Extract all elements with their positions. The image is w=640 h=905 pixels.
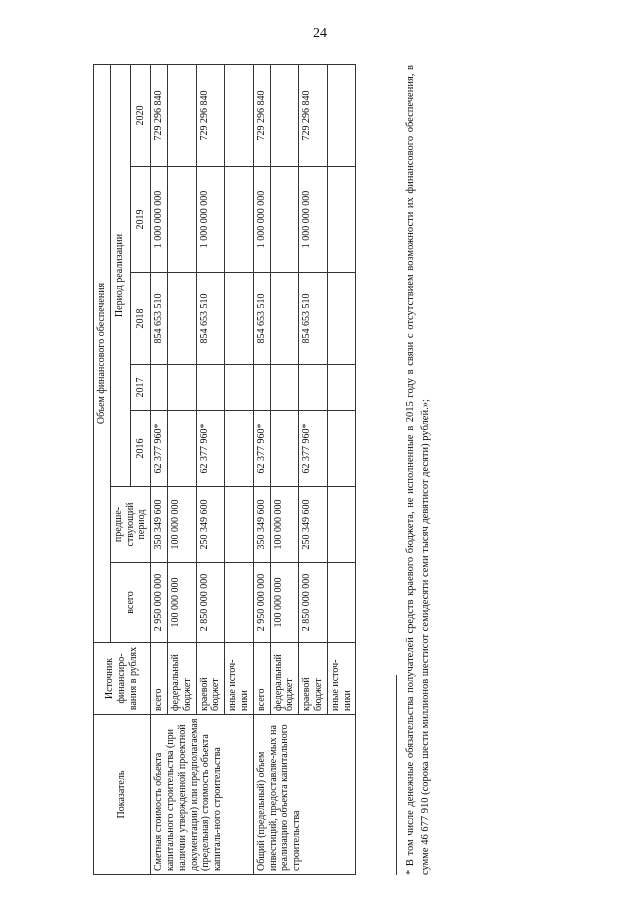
source-cell: всего [151, 643, 168, 715]
header-year-2020: 2020 [130, 65, 150, 167]
header-period: Период реализации [110, 65, 130, 487]
table-row [253, 65, 270, 875]
header-year-2016: 2016 [130, 411, 150, 487]
y2019-cell: 1 000 000 000 [151, 167, 168, 273]
y2017-cell [167, 365, 196, 411]
y2018-cell: 854 653 510 [151, 273, 168, 365]
previous-cell: 100 000 000 [270, 487, 299, 563]
y2018-cell: 854 653 510 [299, 273, 328, 365]
y2016-cell [327, 411, 356, 487]
header-year-2018: 2018 [130, 273, 150, 365]
y2016-cell: 62 377 960* [299, 411, 328, 487]
y2016-cell: 62 377 960* [196, 411, 225, 487]
y2019-cell: 1 000 000 000 [253, 167, 270, 273]
y2020-cell: 729 296 840 [253, 65, 270, 167]
total-cell: 2 850 000 000 [299, 563, 328, 643]
y2018-cell: 854 653 510 [196, 273, 225, 365]
y2018-cell: 854 653 510 [253, 273, 270, 365]
y2019-cell [327, 167, 356, 273]
y2018-cell [327, 273, 356, 365]
y2017-cell [270, 365, 299, 411]
total-cell: 2 950 000 000 [151, 563, 168, 643]
financing-table [93, 64, 356, 875]
y2020-cell [327, 65, 356, 167]
header-year-2017: 2017 [130, 365, 150, 411]
y2018-cell [225, 273, 254, 365]
total-cell: 2 850 000 000 [196, 563, 225, 643]
y2016-cell [225, 411, 254, 487]
previous-cell [327, 487, 356, 563]
header-row-1 [94, 65, 111, 875]
source-cell: иные источ-ники [225, 643, 254, 715]
total-cell [225, 563, 254, 643]
header-source: Источник финансиро-вания в рублях [94, 643, 151, 715]
y2018-cell [167, 273, 196, 365]
rotated-content [93, 65, 453, 885]
indicator-cell: Сметная стоимость объекта капитального строительства (при наличии утвержденной проектной документации) или предполагаемая (предельная) стоимость объекта капиталь-ного строительства [151, 715, 254, 875]
previous-cell: 250 349 600 [196, 487, 225, 563]
y2017-cell [196, 365, 225, 411]
previous-cell: 100 000 000 [167, 487, 196, 563]
header-year-2019: 2019 [130, 167, 150, 273]
previous-cell: 350 349 600 [253, 487, 270, 563]
y2016-cell [270, 411, 299, 487]
previous-cell: 350 349 600 [151, 487, 168, 563]
y2016-cell: 62 377 960* [253, 411, 270, 487]
y2019-cell: 1 000 000 000 [196, 167, 225, 273]
source-cell: федеральный бюджет [270, 643, 299, 715]
y2017-cell [225, 365, 254, 411]
y2017-cell [299, 365, 328, 411]
y2019-cell [225, 167, 254, 273]
header-indicator: Показатель [94, 715, 151, 875]
source-cell: всего [253, 643, 270, 715]
header-volume: Объем финансового обеспечения [94, 65, 111, 643]
y2019-cell [167, 167, 196, 273]
header-previous: предше-ствующий период [110, 487, 150, 563]
y2019-cell [270, 167, 299, 273]
source-cell: краевой бюджет [196, 643, 225, 715]
y2020-cell [270, 65, 299, 167]
y2020-cell: 729 296 840 [299, 65, 328, 167]
header-total: всего [110, 563, 150, 643]
y2017-cell [327, 365, 356, 411]
y2019-cell: 1 000 000 000 [299, 167, 328, 273]
total-cell: 100 000 000 [270, 563, 299, 643]
y2020-cell [167, 65, 196, 167]
footnote-divider [396, 675, 397, 875]
indicator-cell: Общий (предельный) объем инвестиций, предоставляе-мых на реализацию объекта капитального строительства [253, 715, 356, 875]
y2017-cell [151, 365, 168, 411]
source-cell: краевой бюджет [299, 643, 328, 715]
y2018-cell [270, 273, 299, 365]
footnote: * В том числе денежные обязательства получателей средств краевого бюджета, не исполненные в 2015 году в связи с отсутствием возможности их финансового обеспечения, в сумме 46 677 910 (сорока шести миллионов шестисот семидесяти семи тысяч девятисот десяти) рублей.»; [405, 65, 432, 875]
y2017-cell [253, 365, 270, 411]
y2016-cell: 62 377 960* [151, 411, 168, 487]
source-cell: федеральный бюджет [167, 643, 196, 715]
total-cell: 100 000 000 [167, 563, 196, 643]
y2020-cell [225, 65, 254, 167]
y2016-cell [167, 411, 196, 487]
previous-cell: 250 349 600 [299, 487, 328, 563]
source-cell: иные источ-ники [327, 643, 356, 715]
y2020-cell: 729 296 840 [196, 65, 225, 167]
page-number: 24 [313, 26, 327, 41]
table-row [151, 65, 168, 875]
total-cell [327, 563, 356, 643]
previous-cell [225, 487, 254, 563]
total-cell: 2 950 000 000 [253, 563, 270, 643]
y2020-cell: 729 296 840 [151, 65, 168, 167]
